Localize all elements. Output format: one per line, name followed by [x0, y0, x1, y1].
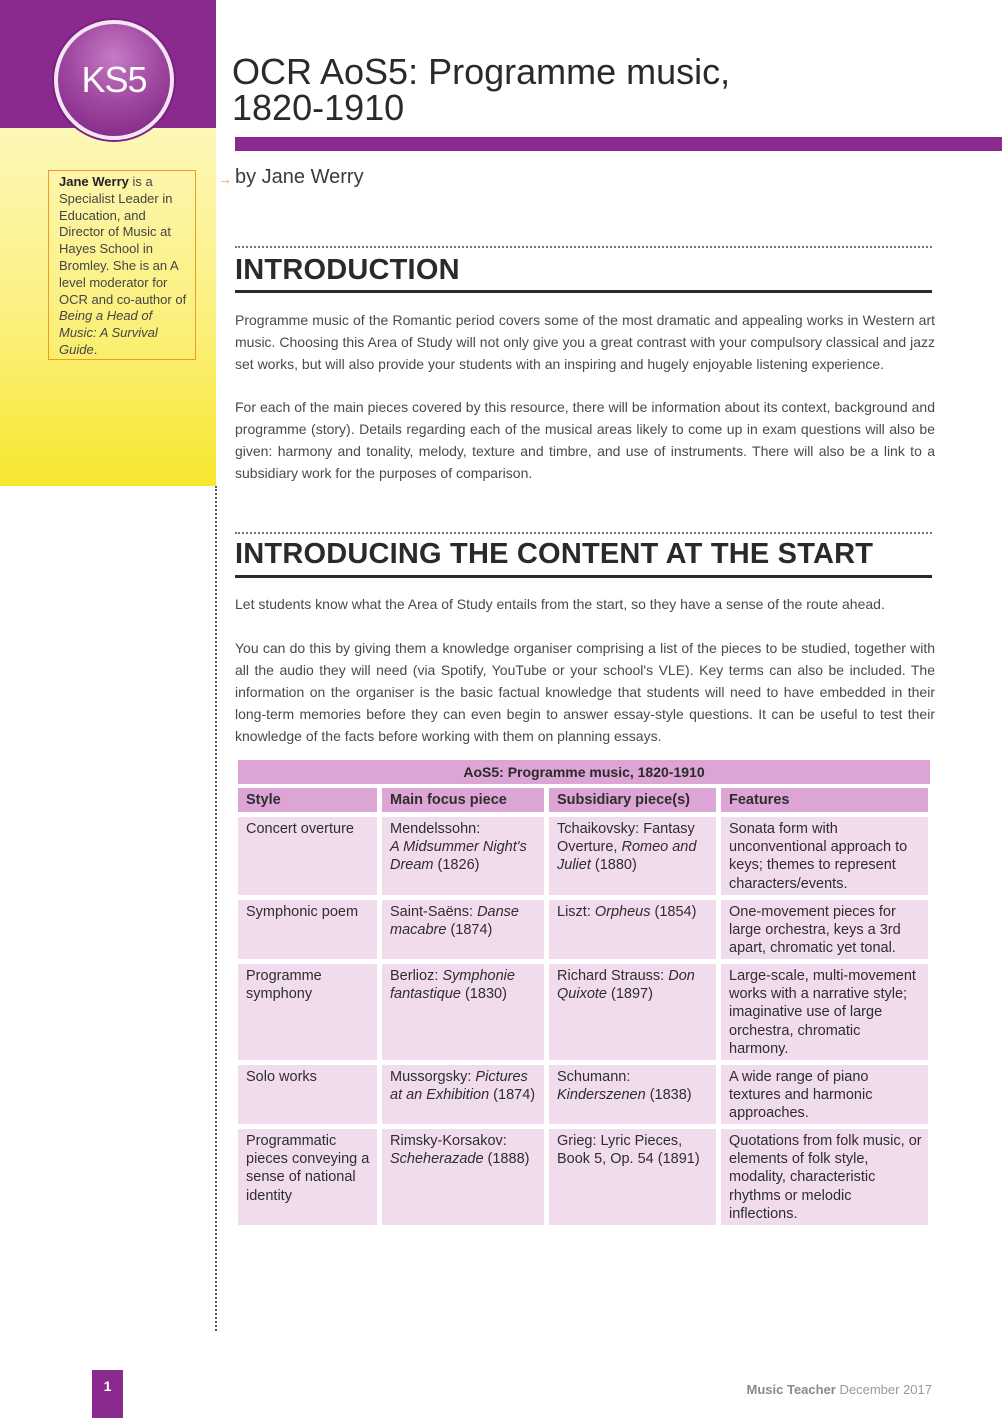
cell-features: Quotations from folk music, or elements of folk style, modality, characteristic rhythms or melodic inflections.	[721, 1129, 928, 1225]
cell-main-piece	[382, 817, 544, 895]
cell-text: (1826)	[433, 857, 480, 874]
content-paragraph-1: Let students know what the Area of Study entails from the start, so they have a sense of the route ahead.	[235, 596, 885, 612]
work-title: Don Quixote	[557, 968, 695, 1003]
cell-features: Sonata form with unconventional approach to keys; themes to represent characters/events.	[721, 817, 928, 895]
content-heading-rule	[235, 575, 932, 578]
footer-publication: Music Teacher	[746, 1382, 836, 1397]
vertical-dotted-divider	[215, 486, 217, 1331]
intro-heading: INTRODUCTION	[235, 254, 460, 286]
work-title: Pictures at an Exhibition	[390, 1069, 528, 1104]
table-body	[238, 817, 930, 1225]
footer-credit	[747, 1382, 932, 1397]
cell-text: (1874)	[446, 922, 493, 939]
author-name: Jane Werry	[59, 174, 129, 189]
page-title-line1: OCR AoS5: Programme music,	[232, 51, 731, 92]
cell-main-piece	[382, 1129, 544, 1225]
cell-style: Symphonic poem	[238, 900, 377, 959]
cell-style: Concert overture	[238, 817, 377, 895]
cell-text: (1874)	[489, 1087, 536, 1104]
cell-text: Berlioz:	[390, 968, 443, 984]
table-row	[238, 964, 930, 1060]
intro-heading-rule	[235, 290, 932, 293]
column-header-main-piece: Main focus piece	[382, 788, 544, 812]
cell-text: (1830)	[460, 986, 507, 1003]
cell-style: Programme symphony	[238, 964, 377, 1060]
cell-subsidiary	[549, 1129, 716, 1225]
column-header-style: Style	[238, 788, 377, 812]
cell-text: Liszt:	[557, 904, 595, 920]
knowledge-organiser-table	[238, 760, 930, 1230]
table-caption: AoS5: Programme music, 1820-1910	[238, 760, 930, 784]
cell-text: Mussorgsky:	[390, 1069, 476, 1085]
table-row	[238, 817, 930, 895]
content-heading: INTRODUCING THE CONTENT AT THE START	[235, 538, 874, 570]
cell-text: (1897)	[606, 986, 653, 1003]
title-underline-bar	[235, 137, 1002, 151]
cell-text: Rimsky-Korsakov:	[390, 1133, 507, 1149]
table-row	[238, 1065, 930, 1124]
cell-subsidiary	[549, 964, 716, 1060]
work-title: A Midsummer Night's Dream	[390, 839, 527, 874]
table-row	[238, 900, 930, 959]
arrow-icon: →	[218, 171, 232, 187]
author-bio-end: .	[93, 341, 98, 357]
cell-text: (1888)	[483, 1151, 530, 1168]
author-bio-box	[48, 170, 196, 360]
cell-style: Solo works	[238, 1065, 377, 1124]
cell-text: (1880)	[590, 857, 637, 874]
page-title-line2: 1820-1910	[232, 87, 405, 128]
section-dotted-rule	[235, 246, 932, 248]
column-header-subsidiary: Subsidiary piece(s)	[549, 788, 716, 812]
table-row	[238, 1129, 930, 1225]
work-title: Symphonie fantastique	[390, 968, 515, 1003]
cell-main-piece	[382, 964, 544, 1060]
cell-features: Large-scale, multi-movement works with a narrative style; imaginative use of large orchestra, chromatic harmony.	[721, 964, 928, 1060]
work-title: Scheherazade	[390, 1151, 484, 1168]
table-header-row	[238, 788, 930, 812]
cell-main-piece	[382, 1065, 544, 1124]
key-stage-badge	[54, 20, 174, 140]
cell-text: Saint-Saëns:	[390, 904, 478, 920]
cell-style: Programmatic pieces conveying a sense of national identity	[238, 1129, 377, 1225]
cell-subsidiary	[549, 817, 716, 895]
cell-features: A wide range of piano textures and harmonic approaches.	[721, 1065, 928, 1124]
cell-subsidiary	[549, 1065, 716, 1124]
work-title: Romeo and Juliet	[557, 839, 697, 874]
footer-date: December 2017	[835, 1382, 932, 1397]
cell-subsidiary	[549, 900, 716, 959]
cell-text: Schumann:	[557, 1069, 631, 1085]
cell-text: Richard Strauss:	[557, 968, 669, 984]
intro-paragraph-1: Programme music of the Romantic period covers some of the most dramatic and appealing works in Western art music. Choosing this Area of Study will not only give you a great contrast with your compulsory classical and jazz set works, but will also provide your students with an inspiring and hugely enjoyable listening experience.	[235, 312, 935, 372]
section-dotted-rule	[235, 532, 932, 534]
cell-text: (1854)	[650, 904, 697, 920]
cell-text: Grieg: Lyric Pieces, Book 5, Op. 54 (1891)	[557, 1133, 700, 1168]
work-title: Kinderszenen	[557, 1087, 646, 1104]
cell-text: Mendelssohn:	[390, 821, 481, 837]
author-bio-text: is a Specialist Leader in Education, and Director of Music at Hayes School in Bromley. She is an A level moderator for OCR and co-author of	[59, 174, 187, 307]
content-paragraph-2: You can do this by giving them a knowledge organiser comprising a list of the pieces to be studied, together with all the audio they will need (via Spotify, YouTube or your school's VLE). Key terms can also be included. The information on the organiser is the basic factual knowledge that students will need to have embedded in their long-term memories before they can even begin to answer essay-style questions. It can be useful to test their knowledge of the facts before working with them on planning essays.	[235, 640, 935, 744]
page-title	[232, 51, 932, 128]
intro-paragraph-2: For each of the main pieces covered by this resource, there will be information about its context, background and programme (story). Details regarding each of the musical areas likely to come up in exam questions will also be given: harmony and tonality, melody, texture and timbre, and use of instruments. There will also be a link to a subsidiary work for the purposes of comparison.	[235, 399, 935, 481]
column-header-features: Features	[721, 788, 928, 812]
page-number: 1	[92, 1370, 123, 1418]
cell-text: (1838)	[645, 1087, 692, 1104]
byline: by Jane Werry	[235, 166, 364, 188]
cell-text: Tchaikovsky: Fantasy Overture,	[557, 821, 695, 856]
cell-main-piece	[382, 900, 544, 959]
cell-features: One-movement pieces for large orchestra, keys a 3rd apart, chromatic yet tonal.	[721, 900, 928, 959]
work-title: Orpheus	[594, 904, 651, 920]
key-stage-label: KS5	[81, 59, 147, 100]
work-title: Danse macabre	[390, 904, 519, 939]
author-book-title: Being a Head of Music: A Survival Guide	[59, 308, 158, 357]
